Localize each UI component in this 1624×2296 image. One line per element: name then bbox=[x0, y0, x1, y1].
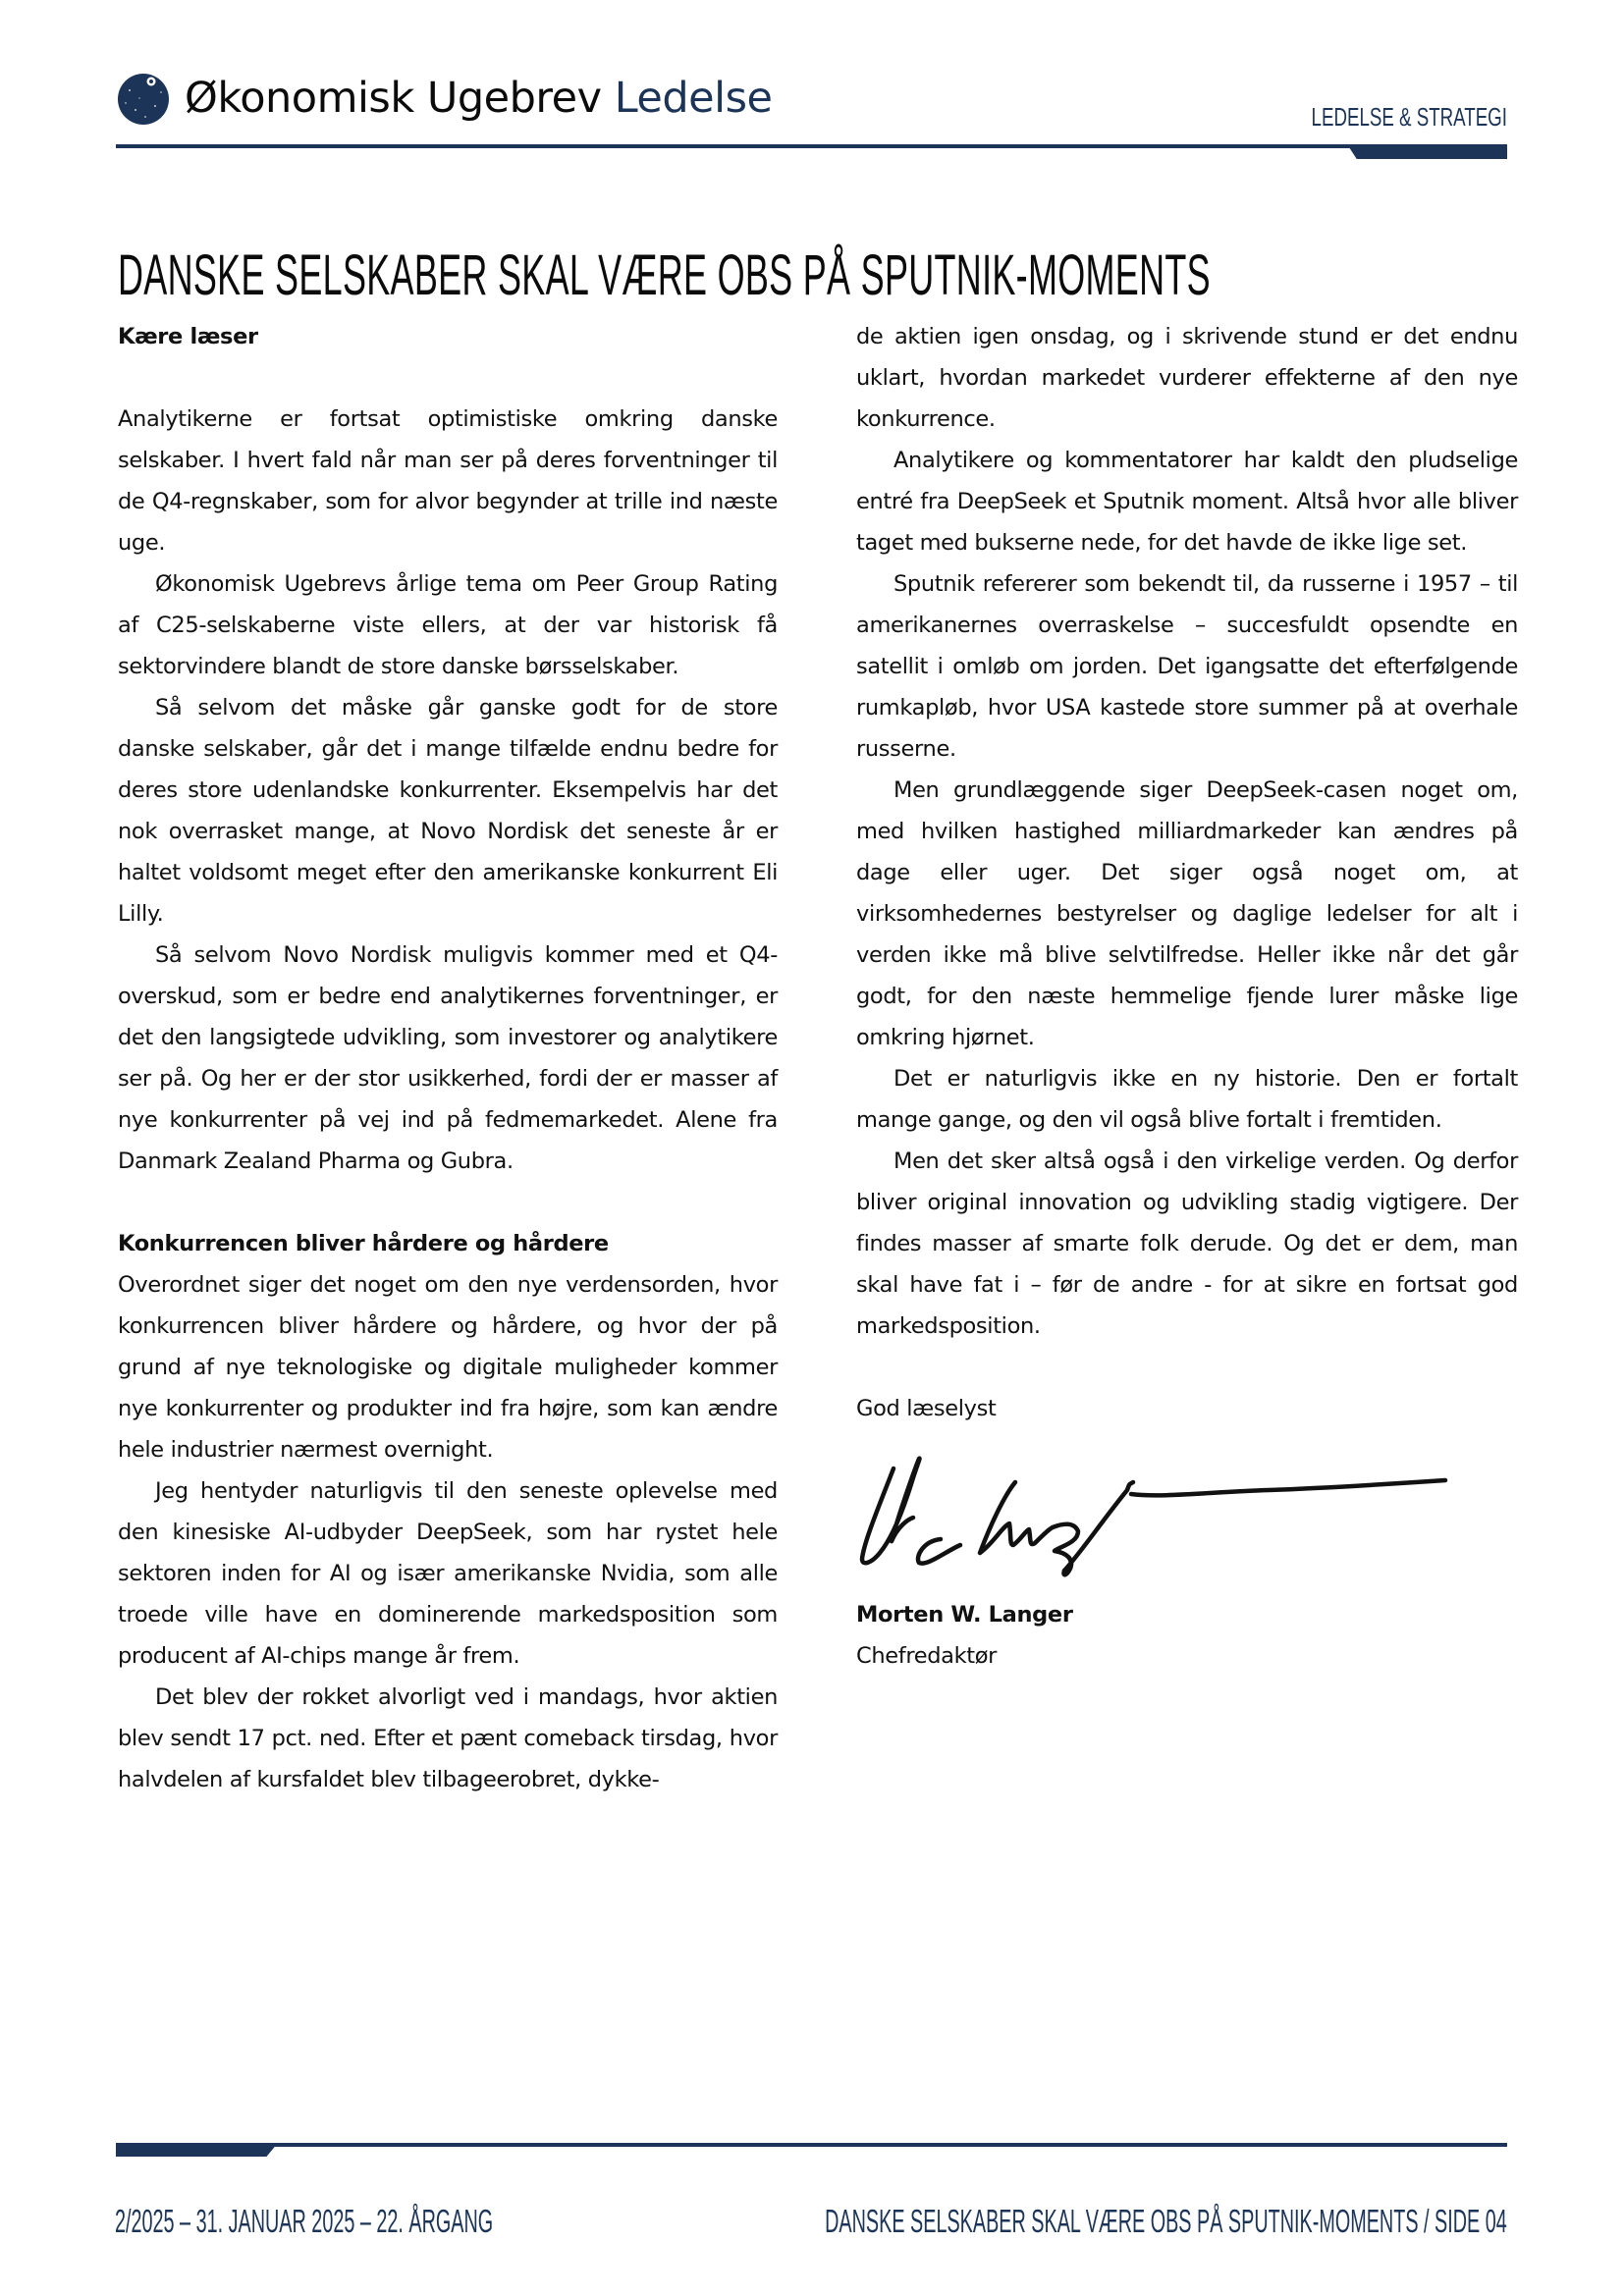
paragraph: Det blev der rokket alvorligt ved i mandags, hvor aktien blev sendt 17 pct. ned. Efter et pænt comeback tirsdag, hvor halvdelen af kursfaldet blev tilbageerobret, dykke- bbox=[118, 1684, 778, 1792]
paragraph: Analytikere og kommentatorer har kaldt den pludselige entré fra DeepSeek et Sputnik moment. Altså hvor alle bliver taget med bukserne nede, for det havde de ikke lige set. bbox=[856, 448, 1518, 556]
paragraph: Overordnet siger det noget om den nye verdensorden, hvor konkurrencen bliver hårdere og hårdere, og hvor der på grund af nye teknologiske og digitale muligheder kommer nye konkurrenter og produkter ind fra højre, som kan ændre hele industrier nærmest overnight. bbox=[118, 1272, 778, 1463]
paragraph: Men grundlæggende siger DeepSeek-casen noget om, med hvilken hastighed milliardmarkeder kan ændres på dage eller uger. Det siger også noget om, at virksomhedernes bestyrelser og daglige ledelser for alt i verden ikke må blive selvtilfredse. Heller ikke når det går godt, for den næste hemmelige fjende lurer måske lige omkring hjørnet. bbox=[856, 777, 1518, 1050]
paragraph: Men det sker altså også i den virkelige verden. Og derfor bliver original innovation og udvikling stadig vigtigere. Der findes masser af smarte folk derude. Og det er dem, man skal have fat i – før de andre - for at sikre en fortsat god markedsposition. bbox=[856, 1148, 1518, 1339]
brand-secondary: Ledelse bbox=[614, 74, 773, 123]
article-column-left bbox=[118, 316, 778, 1800]
page-info: DANSKE SELSKABER SKAL VÆRE OBS PÅ SPUTNIK-MOMENTS / SIDE 04 bbox=[825, 2203, 1507, 2239]
section-label: LEDELSE & STRATEGI bbox=[1311, 102, 1507, 132]
brand-primary: Økonomisk Ugebrev bbox=[185, 74, 602, 123]
globe-logo-icon bbox=[116, 71, 171, 126]
footer-divider bbox=[116, 2143, 1507, 2147]
page-title: DANSKE SELSKABER SKAL VÆRE OBS PÅ SPUTNIK-MOMENTS bbox=[118, 242, 1211, 307]
paragraph: Så selvom det måske går ganske godt for de store danske selskaber, går det i mange tilfælde endnu bedre for deres store udenlandske konkurrenter. Eksempelvis har det nok overrasket mange, at Novo Nordisk det seneste år er haltet voldsomt meget efter den amerikanske konkurrent Eli Lilly. bbox=[118, 695, 778, 927]
paragraph: Det er naturligvis ikke en ny historie. Den er fortalt mange gange, og den vil også blive fortalt i fremtiden. bbox=[856, 1066, 1518, 1133]
brand-name bbox=[185, 74, 772, 123]
paragraph: Sputnik refererer som bekendt til, da russerne i 1957 – til amerikanernes overraskelse – succesfuldt opsendte en satellit i omløb om jorden. Det igangsatte det efterfølgende rumkapløb, hvor USA kastede store summer på at overhale russerne. bbox=[856, 571, 1518, 762]
paragraph: Jeg hentyder naturligvis til den seneste oplevelse med den kinesiske AI-udbyder DeepSeek, som har rystet hele sektoren inden for AI og især amerikanske Nvidia, som alle troede ville have en dominerende markedsposition som producent af AI-chips mange år frem. bbox=[118, 1478, 778, 1669]
greeting: Kære læser bbox=[118, 324, 258, 349]
closing-line: God læselyst bbox=[856, 1396, 997, 1421]
masthead bbox=[116, 61, 772, 135]
handwritten-signature-icon bbox=[856, 1433, 1485, 1580]
paragraph: Økonomisk Ugebrevs årlige tema om Peer Group Rating af C25-selskaberne viste ellers, at der var historisk få sektorvindere blandt de store danske børsselskaber. bbox=[118, 571, 778, 679]
footer-divider-tab bbox=[116, 2143, 278, 2157]
header-divider-tab bbox=[1347, 144, 1507, 159]
paragraph: Så selvom Novo Nordisk muligvis kommer med et Q4-overskud, som er bedre end analytikernes forventninger, er det den langsigtede udvikling, som investorer og analytikere ser på. Og her er der stor usikkerhed, fordi der er masser af nye konkurrenter på vej ind på fedmemarkedet. Alene fra Danmark Zealand Pharma og Gubra. bbox=[118, 942, 778, 1174]
paragraph: Analytikerne er fortsat optimistiske omkring danske selskaber. I hvert fald når man ser på deres forventninger til de Q4-regnskaber, som for alvor begynder at trille ind næste uge. bbox=[118, 406, 778, 556]
section-subheading: Konkurrencen bliver hårdere og hårdere bbox=[118, 1231, 609, 1256]
article-column-right bbox=[856, 316, 1518, 1677]
signature-block bbox=[856, 1429, 1518, 1594]
author-name: Morten W. Langer bbox=[856, 1602, 1073, 1628]
paragraph: de aktien igen onsdag, og i skrivende stund er det endnu uklart, hvordan markedet vurderer effekterne af den nye konkurrence. bbox=[856, 324, 1518, 432]
header-divider bbox=[116, 144, 1507, 148]
issue-info: 2/2025 – 31. JANUAR 2025 – 22. ÅRGANG bbox=[115, 2203, 494, 2239]
author-title: Chefredaktør bbox=[856, 1643, 998, 1669]
